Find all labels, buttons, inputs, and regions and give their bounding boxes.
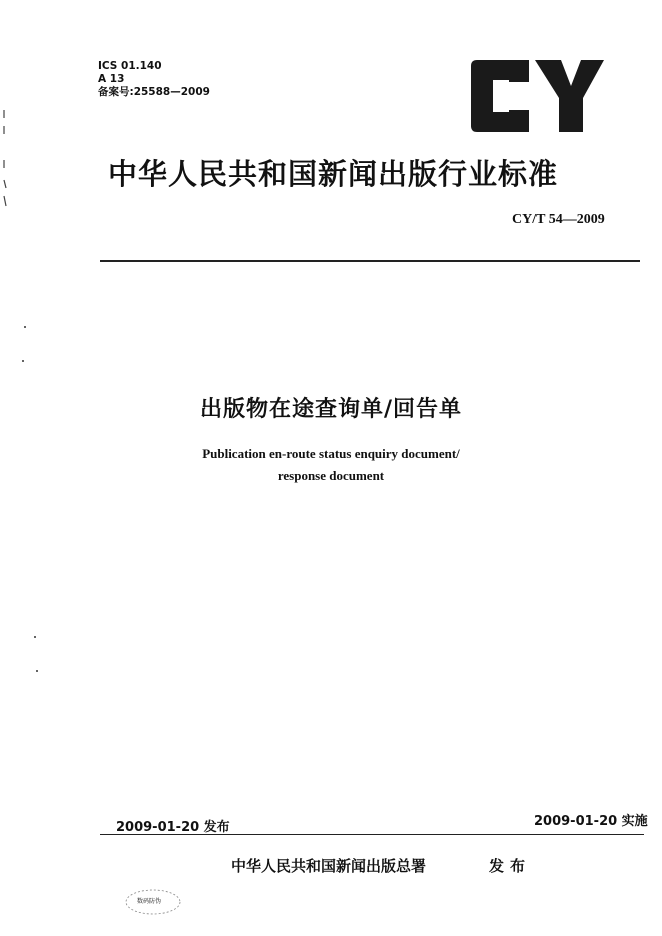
footer-divider <box>100 834 644 835</box>
cy-logo <box>469 60 604 132</box>
ics-code: ICS 01.140 <box>98 60 162 72</box>
standard-metadata <box>98 60 210 99</box>
document-title-en-line1: Publication en-route status enquiry document/ <box>202 446 460 461</box>
classification-code: A 13 <box>98 73 125 85</box>
binding-marks <box>0 110 10 220</box>
document-title-cn: 出版物在途查询单/回告单 <box>199 397 463 422</box>
scan-speck <box>34 636 36 638</box>
scan-speck <box>24 326 26 328</box>
issue-date: 2009-01-20 发布 <box>116 820 230 835</box>
standard-category-title: 中华人民共和国新闻出版行业标准 <box>108 157 559 191</box>
stamp-text: 数码防伪 <box>137 898 162 905</box>
document-title-en-line2: response document <box>277 468 385 483</box>
scan-speck <box>22 360 24 362</box>
header-divider <box>100 260 640 262</box>
implementation-date: 2009-01-20 实施 <box>534 814 648 829</box>
standard-code: CY/T 54—2009 <box>512 212 605 227</box>
filing-number: 备案号:25588—2009 <box>98 86 210 98</box>
publisher-name: 中华人民共和国新闻出版总署 <box>231 857 427 875</box>
scan-speck <box>36 670 38 672</box>
publish-label: 发布 <box>489 857 532 875</box>
